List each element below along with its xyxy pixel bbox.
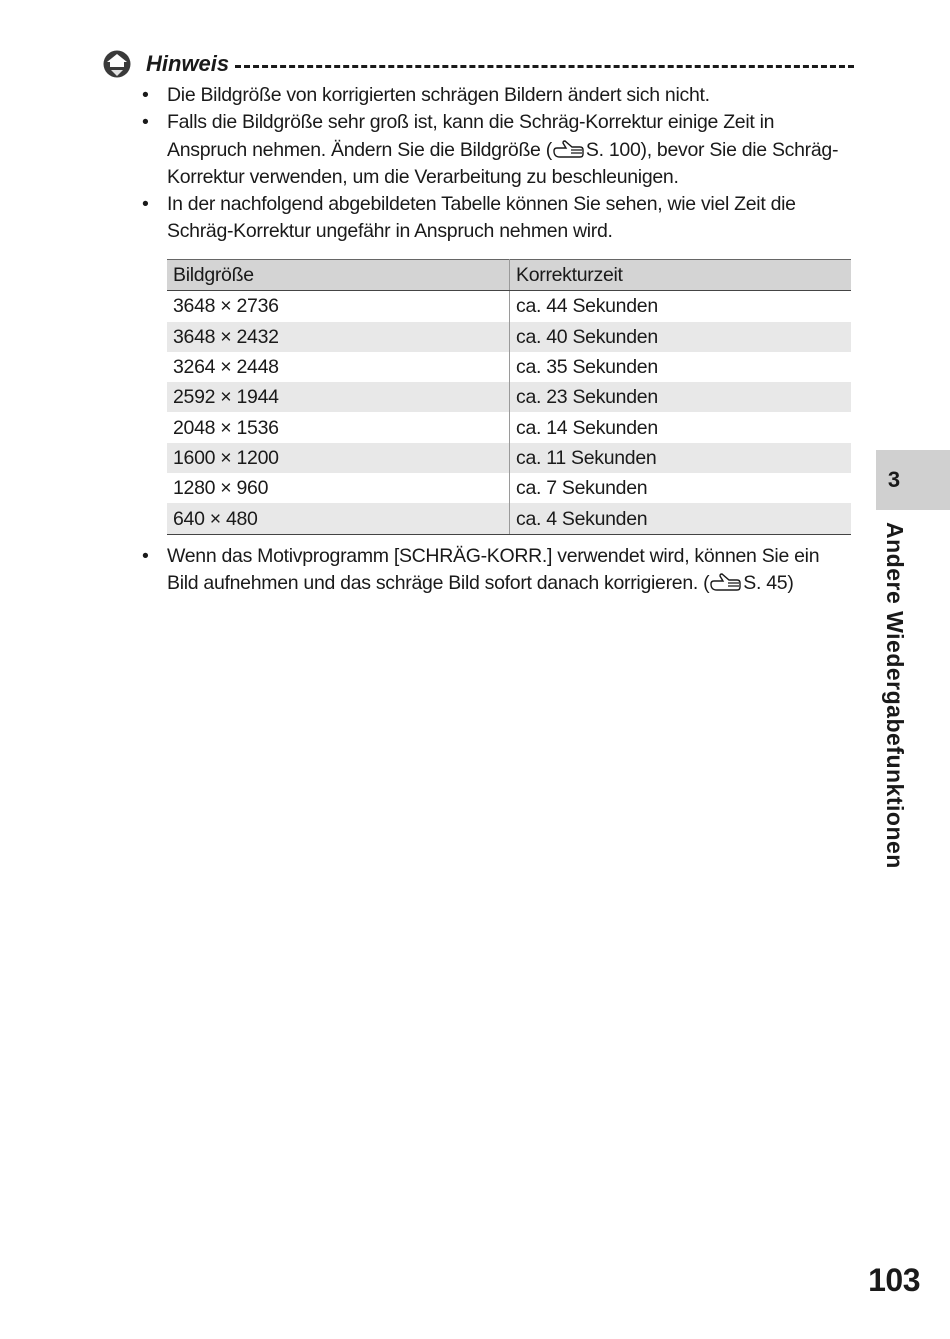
cell-correction-time: ca. 44 Sekunden: [516, 295, 658, 318]
bottom-bullet-list: [140, 543, 855, 598]
cell-correction-time: ca. 11 Sekunden: [510, 443, 852, 473]
cell-correction-time: ca. 14 Sekunden: [516, 416, 658, 439]
cell-correction-time: ca. 35 Sekunden: [516, 356, 658, 379]
pointing-hand-icon: [709, 572, 743, 592]
chapter-number: 3: [887, 467, 901, 492]
list-item: [140, 82, 855, 109]
table-row: [167, 382, 851, 412]
bullet-text: In der nachfolgend abgebildeten Tabelle können Sie sehen, wie viel Zeit die Schräg-Korrektur ungefähr in Anspruch nehmen wird.: [167, 193, 796, 243]
table-row: [167, 443, 851, 473]
note-dashed-rule: [235, 65, 854, 68]
table-row: [167, 352, 851, 382]
note-title: Hinweis: [146, 51, 230, 76]
bullet-text: ), bevor Sie die Schräg-Korrektur verwenden, um die Verarbeitung zu beschleunigen.: [167, 138, 839, 188]
cell-correction-time: ca. 40 Sekunden: [510, 322, 852, 352]
note-pencil-icon: [102, 49, 132, 79]
list-item: [140, 543, 855, 598]
column-header-correction-time: Korrekturzeit: [510, 260, 852, 291]
page-number: 103: [868, 1262, 920, 1298]
bullet-text: Die Bildgröße von korrigierten schrägen Bildern ändert sich nicht.: [167, 84, 710, 106]
list-item: [140, 109, 855, 191]
table-header-row: [167, 260, 851, 291]
cell-image-size: 2592 × 1944: [167, 382, 510, 412]
cell-image-size: 2048 × 1536: [167, 412, 510, 442]
table-row: [167, 473, 851, 503]
cell-correction-time: ca. 4 Sekunden: [510, 503, 852, 534]
cell-image-size: 640 × 480: [167, 503, 510, 534]
note-bullet-list: [140, 82, 855, 246]
cell-image-size: 1280 × 960: [167, 473, 510, 503]
cell-image-size: 3648 × 2736: [167, 291, 510, 322]
note-header: [102, 48, 854, 80]
list-item: [140, 191, 855, 246]
cell-image-size: 3648 × 2432: [167, 322, 510, 352]
table-body: [167, 291, 851, 534]
cell-image-size: 3264 × 2448: [167, 352, 510, 382]
table-row: [167, 412, 851, 442]
cell-correction-time: ca. 23 Sekunden: [510, 382, 852, 412]
pointing-hand-icon: [552, 139, 586, 159]
column-header-image-size: Bildgröße: [167, 260, 510, 291]
bullet-text: Wenn das Motivprogramm [SCHRÄG-KORR.] verwendet wird, können Sie ein Bild aufnehmen und das schräge Bild sofort danach korrigieren. (: [167, 545, 820, 595]
table-row: [167, 291, 851, 322]
bullet-text: Falls die Bildgröße sehr groß ist, kann die Schräg-Korrektur einige Zeit in Anspruch nehmen. Ändern Sie die Bildgröße (: [167, 111, 775, 161]
cell-correction-time: ca. 7 Sekunden: [516, 477, 648, 500]
cell-image-size: 1600 × 1200: [167, 443, 510, 473]
page-reference: S. 100: [585, 138, 641, 161]
table-row: [167, 503, 851, 534]
page-reference: S. 45: [743, 572, 788, 595]
chapter-label: Andere Wiedergabefunktionen: [882, 522, 908, 869]
bullet-text: ): [787, 572, 794, 595]
table-row: [167, 322, 851, 352]
correction-time-table: [167, 259, 851, 535]
